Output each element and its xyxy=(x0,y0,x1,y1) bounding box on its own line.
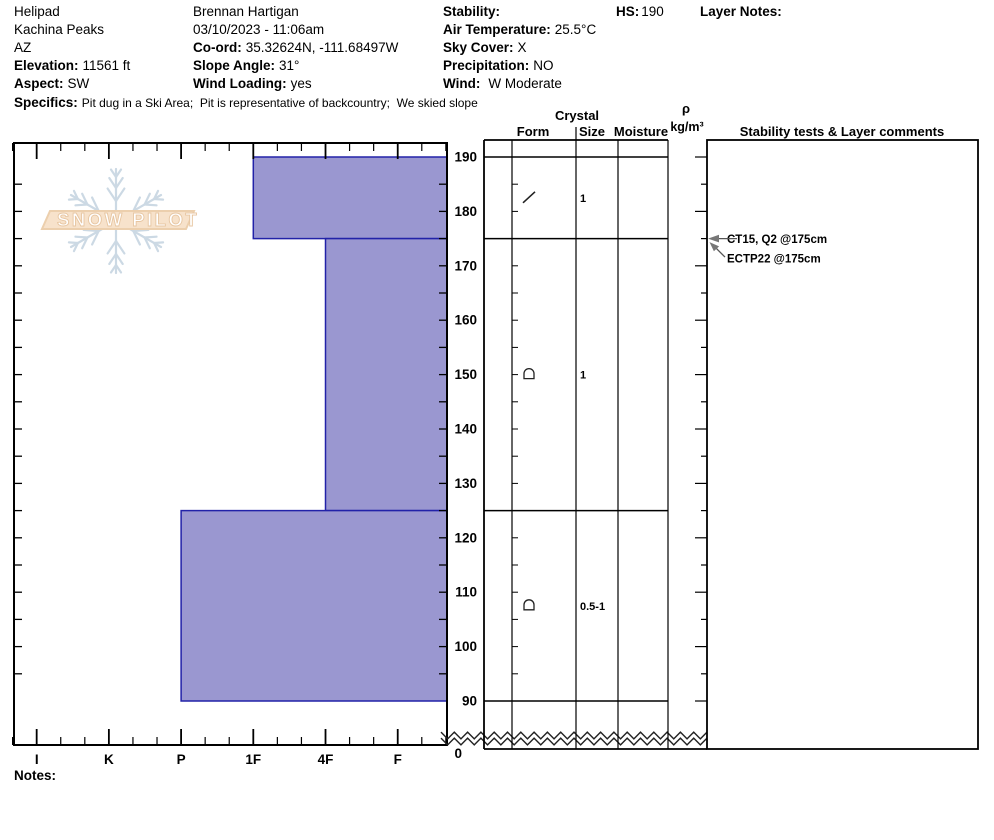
column-header-crystal: Crystal xyxy=(554,108,600,123)
snowflake-arm xyxy=(116,189,124,201)
precipitation-value: NO xyxy=(533,58,554,73)
snowflake-arm xyxy=(145,237,157,238)
elevation-label: Elevation: xyxy=(14,58,79,73)
snowflake-arm xyxy=(69,199,78,200)
column-header-density: ρ xyxy=(681,101,691,116)
depth-tick-label: 190 xyxy=(454,149,477,165)
depth-tick-label: 90 xyxy=(461,693,477,709)
aspect-label: Aspect: xyxy=(14,76,64,91)
column-header-size: Size xyxy=(578,124,606,139)
depth-zero-label: 0 xyxy=(454,746,462,761)
layer-bar xyxy=(181,511,447,701)
grain-form-symbol-decomposing xyxy=(523,192,535,203)
snowflake-arm xyxy=(154,199,163,200)
hardness-tick-label: 4F xyxy=(317,752,334,767)
coord-value: 35.32624N, -111.68497W xyxy=(245,40,399,55)
depth-tick-label: 120 xyxy=(454,530,477,546)
snowflake-arm xyxy=(116,241,124,253)
depth-tick-label: 160 xyxy=(454,312,477,328)
coord-label: Co-ord: xyxy=(193,40,242,55)
specifics-value: Pit dug in a Ski Area; Pit is representative of backcountry; We skied slope xyxy=(81,96,478,110)
site-name-text: Helipad xyxy=(14,4,60,19)
hardness-tick-label: 1F xyxy=(245,752,262,767)
depth-tick-label: 110 xyxy=(455,584,477,600)
snowflake-arm xyxy=(145,205,157,206)
snowflake-arm xyxy=(84,230,99,231)
wind-loading-value: yes xyxy=(290,76,312,91)
layer-bar xyxy=(326,239,448,511)
sky-cover-value: X xyxy=(517,40,527,55)
hs-value: 190 xyxy=(641,4,664,19)
hardness-tick-label: K xyxy=(104,752,114,767)
layer-notes-label: Layer Notes: xyxy=(700,4,782,19)
wind-value: W Moderate xyxy=(488,76,562,91)
slope-angle-label: Slope Angle: xyxy=(193,58,276,73)
grain-size-label: 1 xyxy=(580,369,587,382)
column-header-stability-tests: Stability tests & Layer comments xyxy=(739,124,945,139)
column-header-density-units: kg/m³ xyxy=(670,120,704,134)
range-text: Kachina Peaks xyxy=(14,22,105,37)
wind-loading-label: Wind Loading: xyxy=(193,76,287,91)
aspect-value: SW xyxy=(67,76,90,91)
logo-text: SNOW PILOT xyxy=(57,209,200,230)
snowflake-arm xyxy=(133,230,148,231)
wind-label: Wind: xyxy=(443,76,481,91)
snowflake-arm xyxy=(108,241,116,253)
hs-label: HS: xyxy=(616,4,640,19)
grain-size-label: 1 xyxy=(580,192,587,205)
hardness-tick-label: I xyxy=(34,752,39,767)
hardness-tick-label: P xyxy=(176,752,186,767)
grain-form-symbol-faceted xyxy=(524,600,534,610)
grain-size-label: 0.5-1 xyxy=(580,600,606,613)
slope-angle-value: 31° xyxy=(279,58,300,73)
snowflake-arm xyxy=(108,189,116,201)
depth-tick-label: 150 xyxy=(454,367,477,383)
air-temp-value: 25.5°C xyxy=(554,22,597,37)
grain-form-symbol-faceted xyxy=(524,369,534,379)
snowflake-arm xyxy=(69,242,78,243)
comments-box xyxy=(707,140,978,749)
snowflake-arm xyxy=(154,242,163,243)
depth-tick-label: 100 xyxy=(454,639,477,655)
annotation-arrow-head xyxy=(708,235,719,243)
depth-tick-label: 140 xyxy=(454,421,477,437)
stability-test-label: CT15, Q2 @175cm xyxy=(727,234,828,247)
stability-test-label: ECTP22 @175cm xyxy=(727,253,821,266)
elevation-value: 11561 ft xyxy=(82,58,131,73)
observer-text: Brennan Hartigan xyxy=(193,4,299,19)
air-temp-label: Air Temperature: xyxy=(443,22,551,37)
depth-tick-label: 170 xyxy=(454,258,477,274)
notes-section-label: Notes: xyxy=(14,768,57,783)
depth-tick-label: 130 xyxy=(454,475,477,491)
datetime-text: 03/10/2023 - 11:06am xyxy=(193,22,325,37)
precipitation-label: Precipitation: xyxy=(443,58,530,73)
depth-tick-label: 180 xyxy=(454,203,477,219)
hardness-tick-label: F xyxy=(393,752,402,767)
column-header-form: Form xyxy=(516,124,550,139)
state-text: AZ xyxy=(14,40,32,55)
stability-label: Stability: xyxy=(443,4,501,19)
axis-break-zigzag xyxy=(441,738,707,745)
snowflake-arm xyxy=(75,205,87,206)
specifics-label: Specifics: xyxy=(14,95,78,110)
layer-bar xyxy=(253,157,447,239)
sky-cover-label: Sky Cover: xyxy=(443,40,514,55)
snowflake-arm xyxy=(75,237,87,238)
column-header-moisture: Moisture xyxy=(613,124,669,139)
